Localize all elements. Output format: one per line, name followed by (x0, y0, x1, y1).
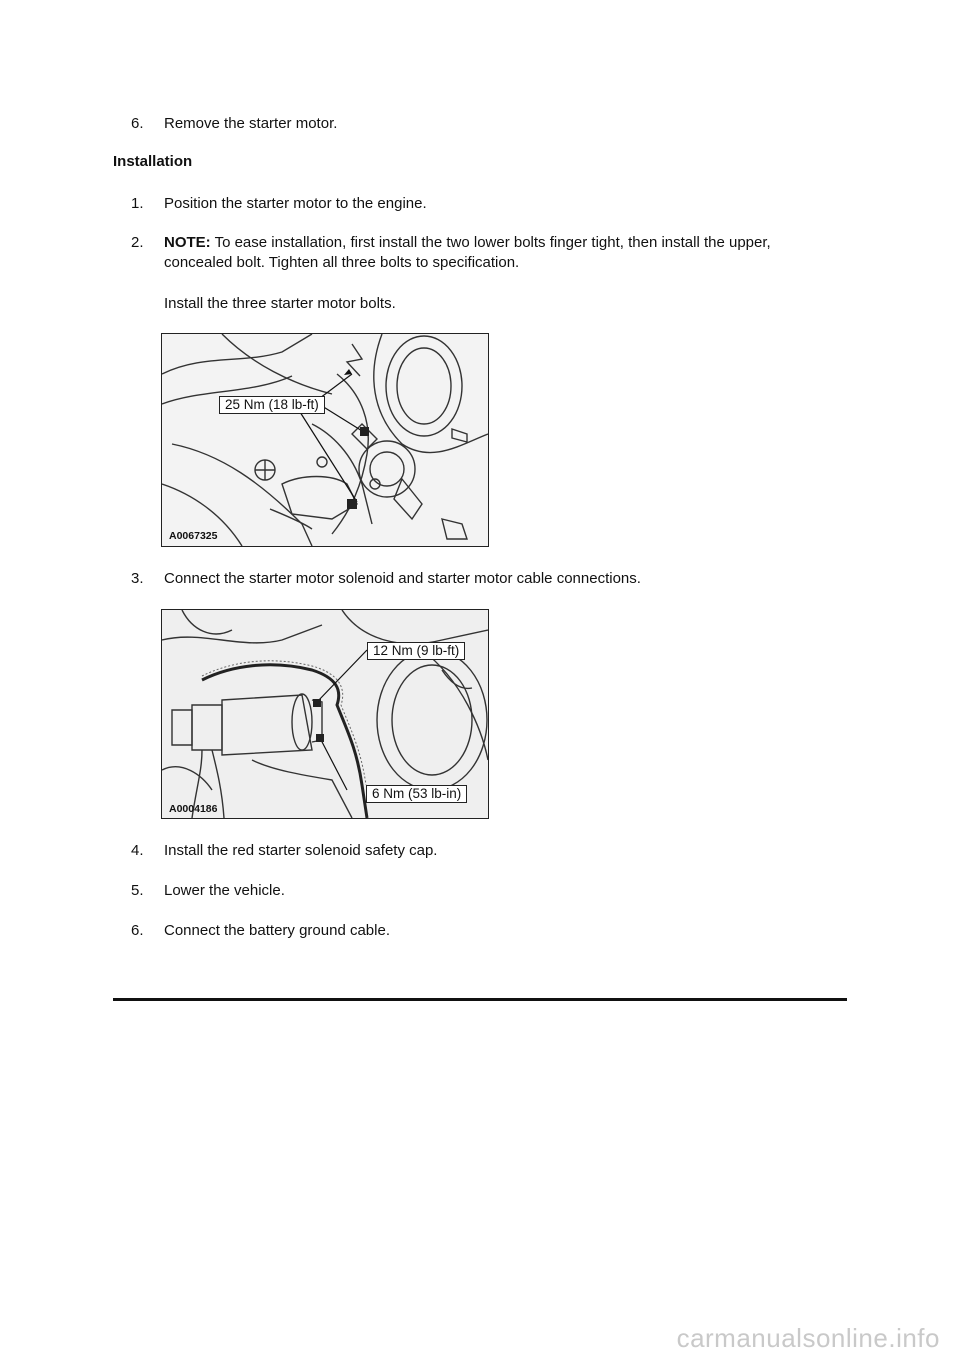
torque-callout-top: 12 Nm (9 lb-ft) (367, 642, 465, 660)
note-text: To ease installation, first install the two lower bolts finger tight, then install the upper, (210, 234, 771, 251)
step-number: 5. (131, 882, 144, 899)
figure-starter-bolts (161, 333, 489, 547)
note-line-2: concealed bolt. Tighten all three bolts to specification. (164, 254, 520, 271)
torque-callout: 25 Nm (18 lb-ft) (219, 396, 325, 414)
figure-id: A0004186 (169, 803, 218, 815)
figure-id: A0067325 (169, 530, 218, 542)
step-number: 4. (131, 842, 144, 859)
step-2-instruction: Install the three starter motor bolts. (164, 295, 396, 312)
starter-bolts-illustration (162, 334, 488, 546)
section-divider (113, 998, 847, 1001)
torque-callout-bottom: 6 Nm (53 lb-in) (366, 785, 467, 803)
step-text: Remove the starter motor. (164, 115, 338, 132)
step-number: 3. (131, 570, 144, 587)
step-number: 1. (131, 195, 144, 212)
step-text: Connect the battery ground cable. (164, 922, 390, 939)
step-number: 2. (131, 234, 144, 251)
installation-heading: Installation (113, 153, 193, 170)
step-text: Install the red starter solenoid safety cap. (164, 842, 438, 859)
note-label: NOTE: (164, 234, 211, 251)
step-number: 6. (131, 922, 144, 939)
step-text: Position the starter motor to the engine. (164, 195, 427, 212)
step-text: Connect the starter motor solenoid and starter motor cable connections. (164, 570, 641, 587)
step-number: 6. (131, 115, 144, 132)
figure-cable-connections (161, 609, 489, 819)
watermark: carmanualsonline.info (676, 1323, 940, 1353)
step-text: Lower the vehicle. (164, 882, 285, 899)
note-line-1 (164, 233, 771, 253)
